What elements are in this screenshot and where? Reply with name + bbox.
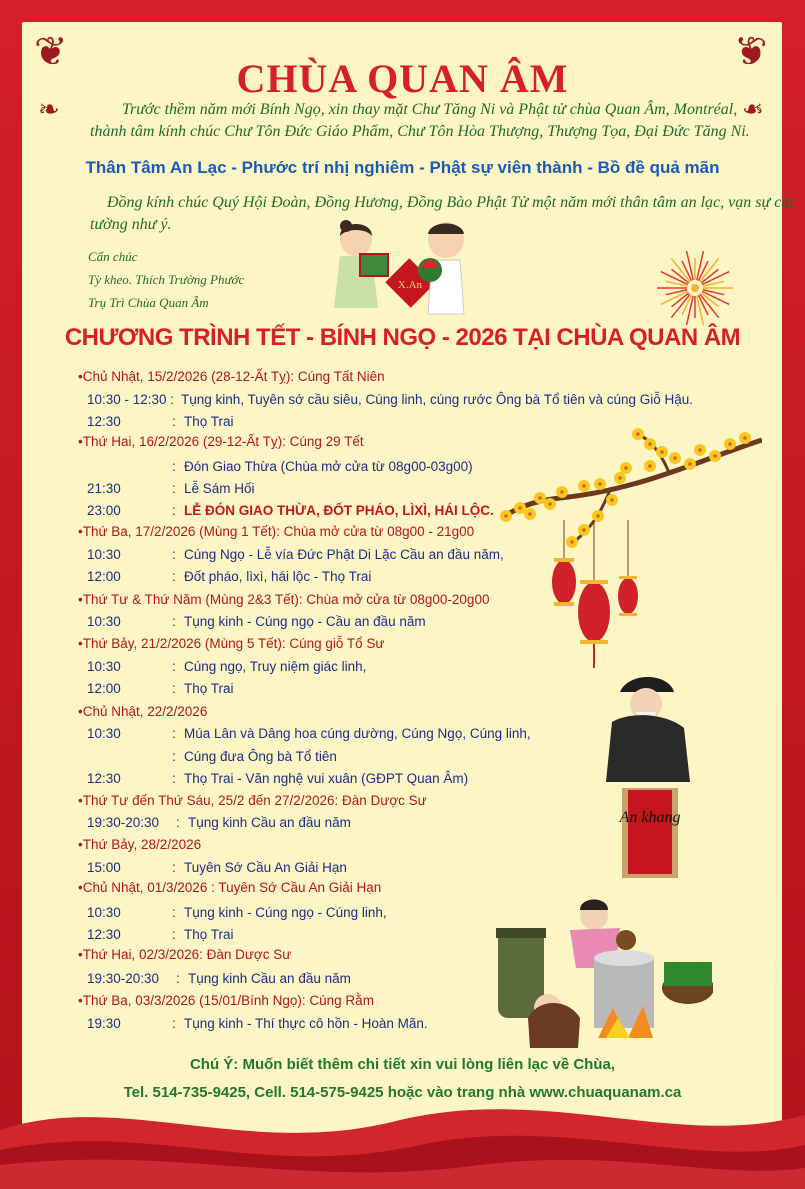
event-description: Tụng kinh - Cúng ngọ - Cầu an đầu năm bbox=[184, 614, 426, 629]
event-time: 19:30-20:30 bbox=[87, 971, 160, 986]
red-silk-decoration bbox=[0, 1090, 805, 1189]
event-time: 19:30 bbox=[87, 1016, 121, 1031]
corner-ornament-left-icon: ❧ bbox=[38, 95, 60, 125]
blossom-center bbox=[560, 490, 564, 494]
event-time: 12:00 bbox=[87, 569, 121, 584]
event-time: 10:30 bbox=[87, 547, 121, 562]
event-time: 12:30 bbox=[87, 927, 121, 942]
day-heading-text: Thứ Ba, 17/2/2026 (Mùng 1 Tết): Chùa mở cửa từ 08g00 - 21g00 bbox=[82, 524, 475, 539]
blossom-center bbox=[610, 498, 614, 502]
day-heading-text: Chủ Nhật, 22/2/2026 bbox=[82, 704, 208, 719]
bullet-icon: • bbox=[78, 592, 83, 607]
event-time: 19:30-20:30 bbox=[87, 815, 160, 830]
event-description: Tụng kinh Cầu an đầu năm bbox=[188, 971, 351, 986]
event-separator: : bbox=[172, 927, 176, 942]
blossom-center bbox=[598, 482, 602, 486]
event-description: LỄ ĐÓN GIAO THỪA, ĐỐT PHÁO, LÌXÌ, HÁI LỘC. bbox=[184, 503, 494, 518]
event-separator: : bbox=[172, 1016, 176, 1031]
bullet-icon: • bbox=[78, 793, 83, 808]
page-title: CHÙA QUAN ÂM bbox=[236, 56, 569, 101]
wish-line-1: Đồng kính chúc Quý Hội Đoàn, Đồng Hương, Đồng Bào Phật Tử một năm mới thân tâm an lạc, vạn sự cát bbox=[107, 194, 794, 211]
day-heading bbox=[78, 993, 374, 1008]
blossom-center bbox=[504, 514, 508, 518]
event-description: Tụng kinh - Cúng ngọ - Cúng linh, bbox=[184, 905, 387, 920]
blossom-center bbox=[548, 502, 552, 506]
bullet-icon: • bbox=[78, 524, 83, 539]
event-time: 23:00 bbox=[87, 503, 121, 518]
event-description: Đón Giao Thừa (Chùa mở cửa từ 08g00-03g00) bbox=[184, 459, 473, 474]
event-description: Thọ Trai bbox=[184, 681, 234, 696]
blossom-center bbox=[624, 466, 628, 470]
blossom-center bbox=[648, 442, 652, 446]
event-separator: : bbox=[172, 905, 176, 920]
blossom-center bbox=[673, 456, 677, 460]
bullet-icon: • bbox=[78, 993, 83, 1008]
event-time: 12:30 bbox=[87, 414, 121, 429]
event-separator: : bbox=[172, 681, 176, 696]
blossom-center bbox=[596, 514, 600, 518]
day-heading bbox=[78, 704, 207, 719]
event-separator: : bbox=[172, 771, 176, 786]
firework-icon bbox=[650, 248, 740, 328]
day-heading-text: Thứ Tư & Thứ Năm (Mùng 2&3 Tết): Chùa mở cửa từ 08g00-20g00 bbox=[82, 592, 490, 607]
program-title: CHƯƠNG TRÌNH TẾT - BÍNH NGỌ - 2026 TẠI CHÙA QUAN ÂM bbox=[64, 324, 741, 351]
day-heading bbox=[78, 434, 364, 449]
blossom-center bbox=[743, 436, 747, 440]
day-heading-text: Chủ Nhật, 15/2/2026 (28-12-Ất Tỵ): Cúng Tất Niên bbox=[82, 369, 385, 384]
event-description: Tụng kinh, Tuyên sớ cầu siêu, Cúng linh, cúng rước Ông bà Tổ tiên và cúng Giỗ Hậu. bbox=[181, 392, 694, 407]
bullet-icon: • bbox=[78, 837, 83, 852]
day-heading-text: Thứ Hai, 16/2/2026 (29-12-Ất Tỵ): Cúng 29 Tết bbox=[82, 434, 364, 449]
day-heading bbox=[78, 793, 427, 808]
bullet-icon: • bbox=[78, 704, 83, 719]
blossom-center bbox=[728, 442, 732, 446]
wish-line-2: tường như ý. bbox=[90, 216, 172, 233]
blossom-center bbox=[688, 462, 692, 466]
day-heading bbox=[78, 837, 201, 852]
event-description: Cúng ngọ, Truy niệm giác linh, bbox=[184, 659, 367, 674]
corner-ornament-top-left-icon: ❦ bbox=[34, 29, 68, 75]
greeting-line-2: thành tâm kính chúc Chư Tôn Đức Giáo Phẩm, Chư Tôn Hòa Thượng, Thượng Tọa, Đại Đức Tăng Ni. bbox=[90, 123, 750, 140]
event-separator: : bbox=[172, 481, 176, 496]
event-separator: : bbox=[172, 860, 176, 875]
event-description: Múa Lân và Dâng hoa cúng dường, Cúng Ngọ, Cúng linh, bbox=[184, 726, 531, 741]
corner-ornament-right-icon: ❧ bbox=[742, 95, 764, 125]
day-heading bbox=[78, 592, 489, 607]
blossom-center bbox=[698, 448, 702, 452]
event-time: 10:30 bbox=[87, 614, 121, 629]
event-description: Cúng Ngọ - Lễ vía Đức Phật Di Lặc Cầu an đầu năm, bbox=[184, 547, 504, 562]
motto: Thân Tâm An Lạc - Phước trí nhị nghiêm - Phật sự viên thành - Bồ đề quả mãn bbox=[85, 158, 720, 177]
calligrapher-icon bbox=[598, 672, 698, 882]
bullet-icon: • bbox=[78, 369, 83, 384]
note-line bbox=[0, 1056, 805, 1073]
day-heading-text: Thứ Hai, 02/3/2026: Đàn Dược Sư bbox=[82, 947, 292, 962]
event-separator: : bbox=[172, 614, 176, 629]
note-text: Muốn biết thêm chi tiết xin vui lòng liên lạc về Chùa, bbox=[242, 1056, 616, 1073]
contact-line: Tel. 514-735-9425, Cell. 514-575-9425 hoặc vào trang nhà www.chuaquanam.ca bbox=[123, 1084, 682, 1101]
event-time: 10:30 - 12:30 bbox=[87, 392, 167, 407]
event-description: Tụng kinh - Thí thực cô hồn - Hoàn Mãn. bbox=[184, 1016, 428, 1031]
day-heading bbox=[78, 369, 385, 384]
day-heading bbox=[78, 524, 474, 539]
signature-line-1: Cẩn chúc bbox=[88, 249, 138, 264]
event-time: 12:30 bbox=[87, 771, 121, 786]
blossom-center bbox=[636, 432, 640, 436]
blossom-center bbox=[648, 464, 652, 468]
event-separator: : bbox=[176, 815, 180, 830]
bullet-icon: • bbox=[78, 636, 83, 651]
event-description: Thọ Trai bbox=[184, 414, 234, 429]
bullet-icon: • bbox=[78, 947, 83, 962]
event-separator: : bbox=[172, 459, 176, 474]
event-description: Lễ Sám Hối bbox=[184, 481, 255, 496]
day-heading bbox=[78, 636, 384, 651]
svg-text:X.An: X.An bbox=[397, 279, 423, 291]
event-description: Thọ Trai bbox=[184, 927, 234, 942]
lantern-icon bbox=[548, 520, 648, 670]
event-time: 15:00 bbox=[87, 860, 121, 875]
calligraphy-text: An khang bbox=[619, 809, 681, 826]
day-heading-text: Thứ Tư đến Thứ Sáu, 25/2 đến 27/2/2026: Đàn Dược Sư bbox=[82, 793, 427, 808]
event-separator: : bbox=[172, 726, 176, 741]
cooking-banh-chung-icon bbox=[488, 898, 713, 1048]
event-separator: : bbox=[172, 569, 176, 584]
event-time: 12:00 bbox=[87, 681, 121, 696]
event-time: 10:30 bbox=[87, 726, 121, 741]
event-time: 21:30 bbox=[87, 481, 121, 496]
blossom-center bbox=[518, 506, 522, 510]
event-separator: : bbox=[172, 659, 176, 674]
event-description: Thọ Trai - Văn nghệ vui xuân (GĐPT Quan Âm) bbox=[184, 771, 469, 786]
note-label: Chú Ý: bbox=[189, 1056, 239, 1073]
blossom-center bbox=[618, 476, 622, 480]
event-description: Đốt pháo, lìxì, hái lộc - Thọ Trai bbox=[184, 569, 372, 584]
day-heading bbox=[78, 947, 291, 962]
corner-ornament-top-right-icon: ❦ bbox=[734, 29, 768, 75]
day-heading bbox=[78, 880, 381, 895]
blossom-center bbox=[582, 484, 586, 488]
blossom-center bbox=[713, 454, 717, 458]
event-separator: : bbox=[170, 392, 174, 407]
greeting-line-1: Trước thềm năm mới Bính Ngọ, xin thay mặt Chư Tăng Ni và Phật tử chùa Quan Âm, Montréal, bbox=[122, 101, 738, 118]
event-time: 10:30 bbox=[87, 659, 121, 674]
event-separator: : bbox=[172, 503, 176, 518]
bullet-icon: • bbox=[78, 880, 83, 895]
event-description: Cúng đưa Ông bà Tổ tiên bbox=[184, 749, 337, 764]
event-description: Tụng kinh Cầu an đầu năm bbox=[188, 815, 351, 830]
event-time: 10:30 bbox=[87, 905, 121, 920]
blossom-center bbox=[528, 512, 532, 516]
event-separator: : bbox=[172, 414, 176, 429]
day-heading-text: Thứ Bảy, 21/2/2026 (Mùng 5 Tết): Cúng giỗ Tổ Sư bbox=[82, 636, 385, 651]
blossom-center bbox=[538, 496, 542, 500]
event-separator: : bbox=[172, 547, 176, 562]
event-description: Tuyên Sớ Cầu An Giải Hạn bbox=[184, 860, 347, 875]
event-separator: : bbox=[176, 971, 180, 986]
day-heading-text: Thứ Bảy, 28/2/2026 bbox=[82, 837, 202, 852]
signature-line-2: Tỳ kheo. Thích Trường Phước bbox=[88, 272, 245, 287]
blossom-center bbox=[660, 450, 664, 454]
day-heading-text: Thứ Ba, 03/3/2026 (15/01/Bính Ngọ): Cúng Rằm bbox=[82, 993, 374, 1008]
children-with-banh-chung-icon bbox=[318, 218, 478, 318]
event-separator: : bbox=[172, 749, 176, 764]
day-heading-text: Chủ Nhật, 01/3/2026 : Tuyên Sớ Cầu An Giải Hạn bbox=[82, 880, 382, 895]
bullet-icon: • bbox=[78, 434, 83, 449]
signature-line-3: Trụ Trì Chùa Quan Âm bbox=[88, 295, 209, 310]
